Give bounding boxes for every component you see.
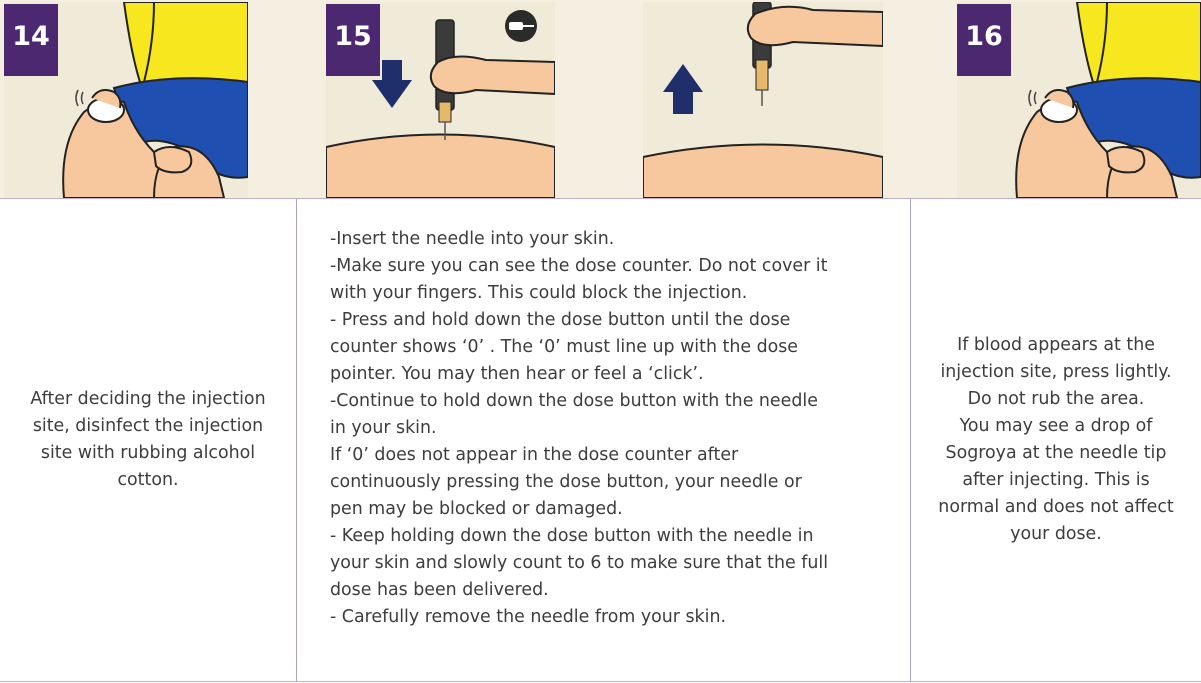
step-14-badge: 14 xyxy=(4,4,58,76)
footer-divider xyxy=(0,681,1201,682)
text-line: injection site, press lightly. xyxy=(940,362,1172,382)
text-line: dose has been delivered. xyxy=(330,580,549,600)
text-line: cotton. xyxy=(117,470,179,490)
text-line: - Press and hold down the dose button until the dose xyxy=(330,310,791,330)
text-line: site, disinfect the injection xyxy=(32,416,264,436)
step-15-cell xyxy=(297,226,910,631)
text-line: your skin and slowly count to 6 to make sure that the full xyxy=(330,553,829,573)
text-line: normal and does not affect xyxy=(938,497,1174,517)
step-14-cell xyxy=(0,200,296,680)
text-line: site with rubbing alcohol xyxy=(40,443,256,463)
step-15-remove-illustration xyxy=(643,2,883,198)
step-16-cell xyxy=(911,200,1201,680)
text-line: -Continue to hold down the dose button with the needle xyxy=(330,391,818,411)
text-line: continuously pressing the dose button, your needle or xyxy=(330,472,802,492)
text-line: - Carefully remove the needle from your skin. xyxy=(330,607,726,627)
text-line: Sogroya at the needle tip xyxy=(945,443,1167,463)
text-line: If blood appears at the xyxy=(957,335,1155,355)
text-line: -Make sure you can see the dose counter. Do not cover it xyxy=(330,256,828,276)
step-16-text xyxy=(938,332,1173,548)
text-line: You may see a drop of xyxy=(959,416,1153,436)
text-line: - Keep holding down the dose button with the needle in xyxy=(330,526,814,546)
text-line: with your fingers. This could block the injection. xyxy=(330,283,748,303)
step-15-badge: 15 xyxy=(326,4,380,76)
text-line: pointer. You may then hear or feel a ‘click’. xyxy=(330,364,704,384)
text-line: After deciding the injection xyxy=(30,389,266,409)
up-arrow-icon xyxy=(663,64,703,114)
step-14-text xyxy=(30,386,265,494)
text-line: after injecting. This is xyxy=(962,470,1150,490)
step-15-text xyxy=(330,226,828,631)
header-divider xyxy=(0,198,1201,199)
text-line: pen may be blocked or damaged. xyxy=(330,499,623,519)
text-line: your dose. xyxy=(1010,524,1102,544)
text-line: in your skin. xyxy=(330,418,437,438)
text-line: counter shows ‘0’ . The ‘0’ must line up with the dose xyxy=(330,337,799,357)
step-16-badge: 16 xyxy=(957,4,1011,76)
text-line: If ‘0’ does not appear in the dose counter after xyxy=(330,445,739,465)
text-line: -Insert the needle into your skin. xyxy=(330,229,615,249)
text-line: Do not rub the area. xyxy=(967,389,1145,409)
